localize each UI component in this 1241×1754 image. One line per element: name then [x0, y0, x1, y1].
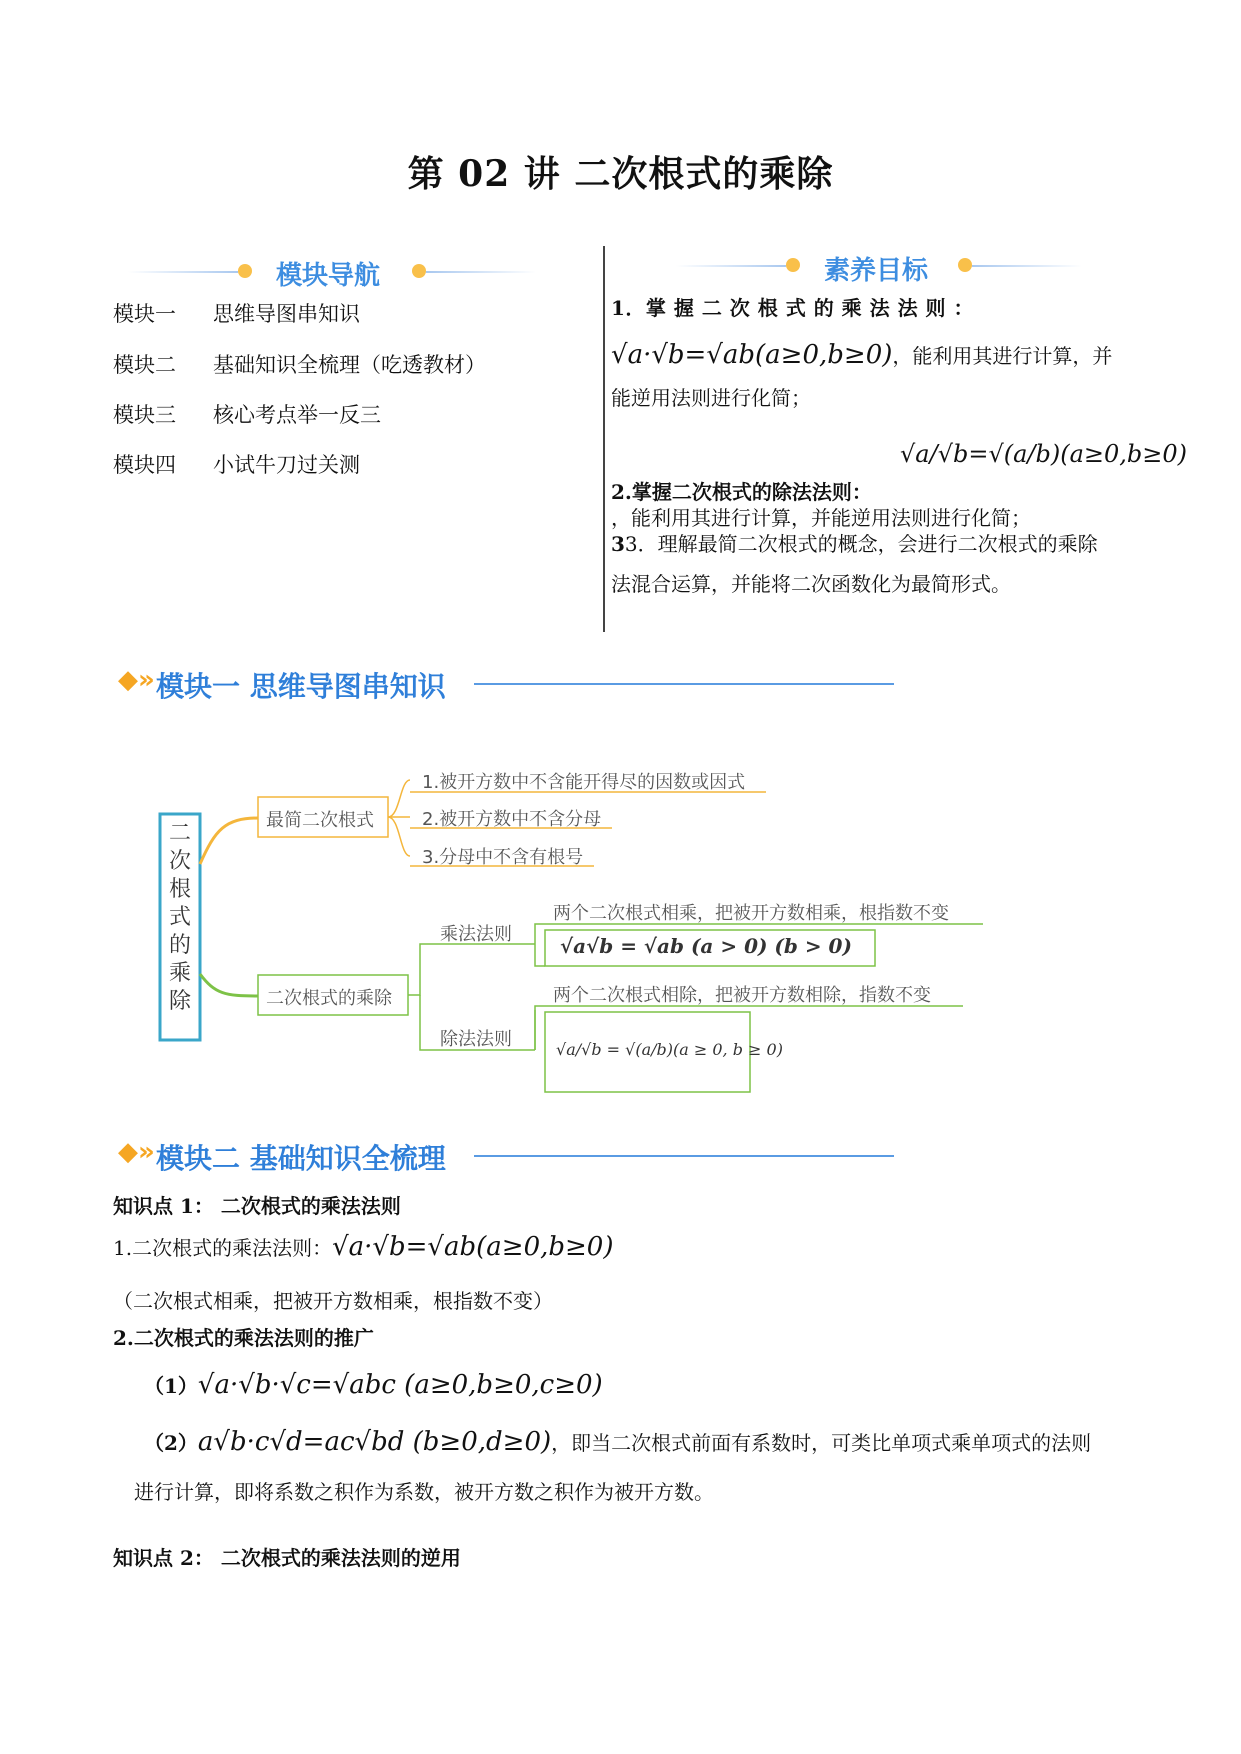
- kp1-rule-label: 1.二次根式的乘法法则：: [113, 1236, 333, 1260]
- nav-item-key: 模块四: [113, 453, 176, 477]
- mind-map-root: 二 次 根 式 的 乘 除: [168, 821, 191, 1014]
- kp1-ext1: （1）√a·√b·√c=√abc (a≥0,b≥0,c≥0): [144, 1370, 603, 1400]
- nav-header: 模块导航: [276, 261, 381, 291]
- branch-2-label: 二次根式的乘除: [266, 988, 392, 1009]
- branch-1-item-3: 3.分母中不含有根号: [422, 847, 584, 868]
- connector-orange: [200, 818, 258, 864]
- nav-item-label: 核心考点举一反三: [213, 403, 381, 427]
- nav-item-label: 基础知识全梳理（吃透教材）: [213, 353, 486, 377]
- kp2-heading: 知识点 2： 二次根式的乘法法则的逆用: [113, 1546, 461, 1570]
- nav-item-label: 小试牛刀过关测: [213, 453, 360, 477]
- goal-1-rest: ，能利用其进行计算，并: [892, 344, 1113, 368]
- page-title: 第 02 讲 二次根式的乘除: [407, 153, 834, 195]
- section-2-title: 模块二 基础知识全梳理: [156, 1142, 446, 1175]
- connector-green: [200, 974, 258, 996]
- section-2-chevron-icon: ◆»: [118, 1137, 155, 1167]
- branch-1-item-2: 2.被开方数中不含分母: [422, 809, 602, 830]
- kp1-rule-formula: √a·√b=√ab(a≥0,b≥0): [332, 1232, 614, 1262]
- section-1-title: 模块一 思维导图串知识: [156, 670, 446, 703]
- kp1-ext1-formula: √a·√b·√c=√abc (a≥0,b≥0,c≥0): [197, 1370, 603, 1400]
- branch-1-label: 最简二次根式: [266, 810, 374, 831]
- kp1-ext2-rest: ，即当二次根式前面有系数时，可类比单项式乘单项式的法则: [551, 1431, 1092, 1455]
- kp1-heading: 知识点 1： 二次根式的乘法法则: [113, 1194, 401, 1218]
- kp1-ext2-rest-2: 进行计算，即将系数之积作为系数，被开方数之积作为被开方数。: [134, 1480, 714, 1504]
- nav-item-key: 模块三: [113, 403, 176, 427]
- branch-1-item-1: 1.被开方数中不含能开得尽的因数或因式: [422, 772, 746, 793]
- goal-1-rest-2: 能逆用法则进行化简；: [611, 386, 811, 410]
- goal-1-formula: √a·√b=√ab(a≥0,b≥0): [611, 340, 893, 370]
- section-2-line: [474, 1155, 894, 1157]
- kp1-ext-heading: 2.二次根式的乘法法则的推广: [113, 1326, 374, 1350]
- nav-item-label: 思维导图串知识: [213, 302, 360, 326]
- goal-3-line-2: 法混合运算，并能将二次函数化为最简形式。: [611, 572, 1011, 596]
- kp1-note: （二次根式相乘，把被开方数相乘，根指数不变）: [113, 1289, 553, 1313]
- section-1-chevron-icon: ◆»: [118, 665, 155, 695]
- kp1-ext2-formula: a√b·c√d=ac√bd (b≥0,d≥0): [197, 1427, 552, 1457]
- div-rule-label: 除法法则: [440, 1029, 512, 1050]
- goal-2-formula: √a/√b=√(a/b)(a≥0,b≥0): [900, 440, 1188, 468]
- div-rule-formula: √a/√b = √(a/b)(a ≥ 0, b ≥ 0): [556, 1040, 783, 1059]
- goal-2-rest: ，能利用其进行计算，并能逆用法则进行化简；: [611, 506, 1031, 530]
- nav-item-key: 模块一: [113, 302, 176, 326]
- div-rule-desc: 两个二次根式相除，把被开方数相除，指数不变: [553, 985, 931, 1006]
- goal-2-label: 2.掌握二次根式的除法法则：: [611, 480, 872, 504]
- goals-header: 素养目标: [824, 256, 929, 286]
- goal-3-line-1: 33．理解最简二次根式的概念，会进行二次根式的乘除: [611, 532, 1098, 556]
- mul-rule-desc: 两个二次根式相乘，把被开方数相乘，根指数不变: [553, 903, 949, 924]
- mul-rule-formula: √a√b = √ab (a > 0) (b > 0): [560, 934, 852, 958]
- kp1-rule: [113, 1232, 614, 1262]
- nav-item-key: 模块二: [113, 353, 176, 377]
- kp1-ext2: （2）a√b·c√d=ac√bd (b≥0,d≥0)，即当二次根式前面有系数时，可类比单项式乘单项式的法则: [144, 1427, 1092, 1457]
- mul-rule-label: 乘法法则: [440, 924, 512, 945]
- goal-1-label: 1．掌 握 二 次 根 式 的 乘 法 法 则 ：: [611, 296, 975, 320]
